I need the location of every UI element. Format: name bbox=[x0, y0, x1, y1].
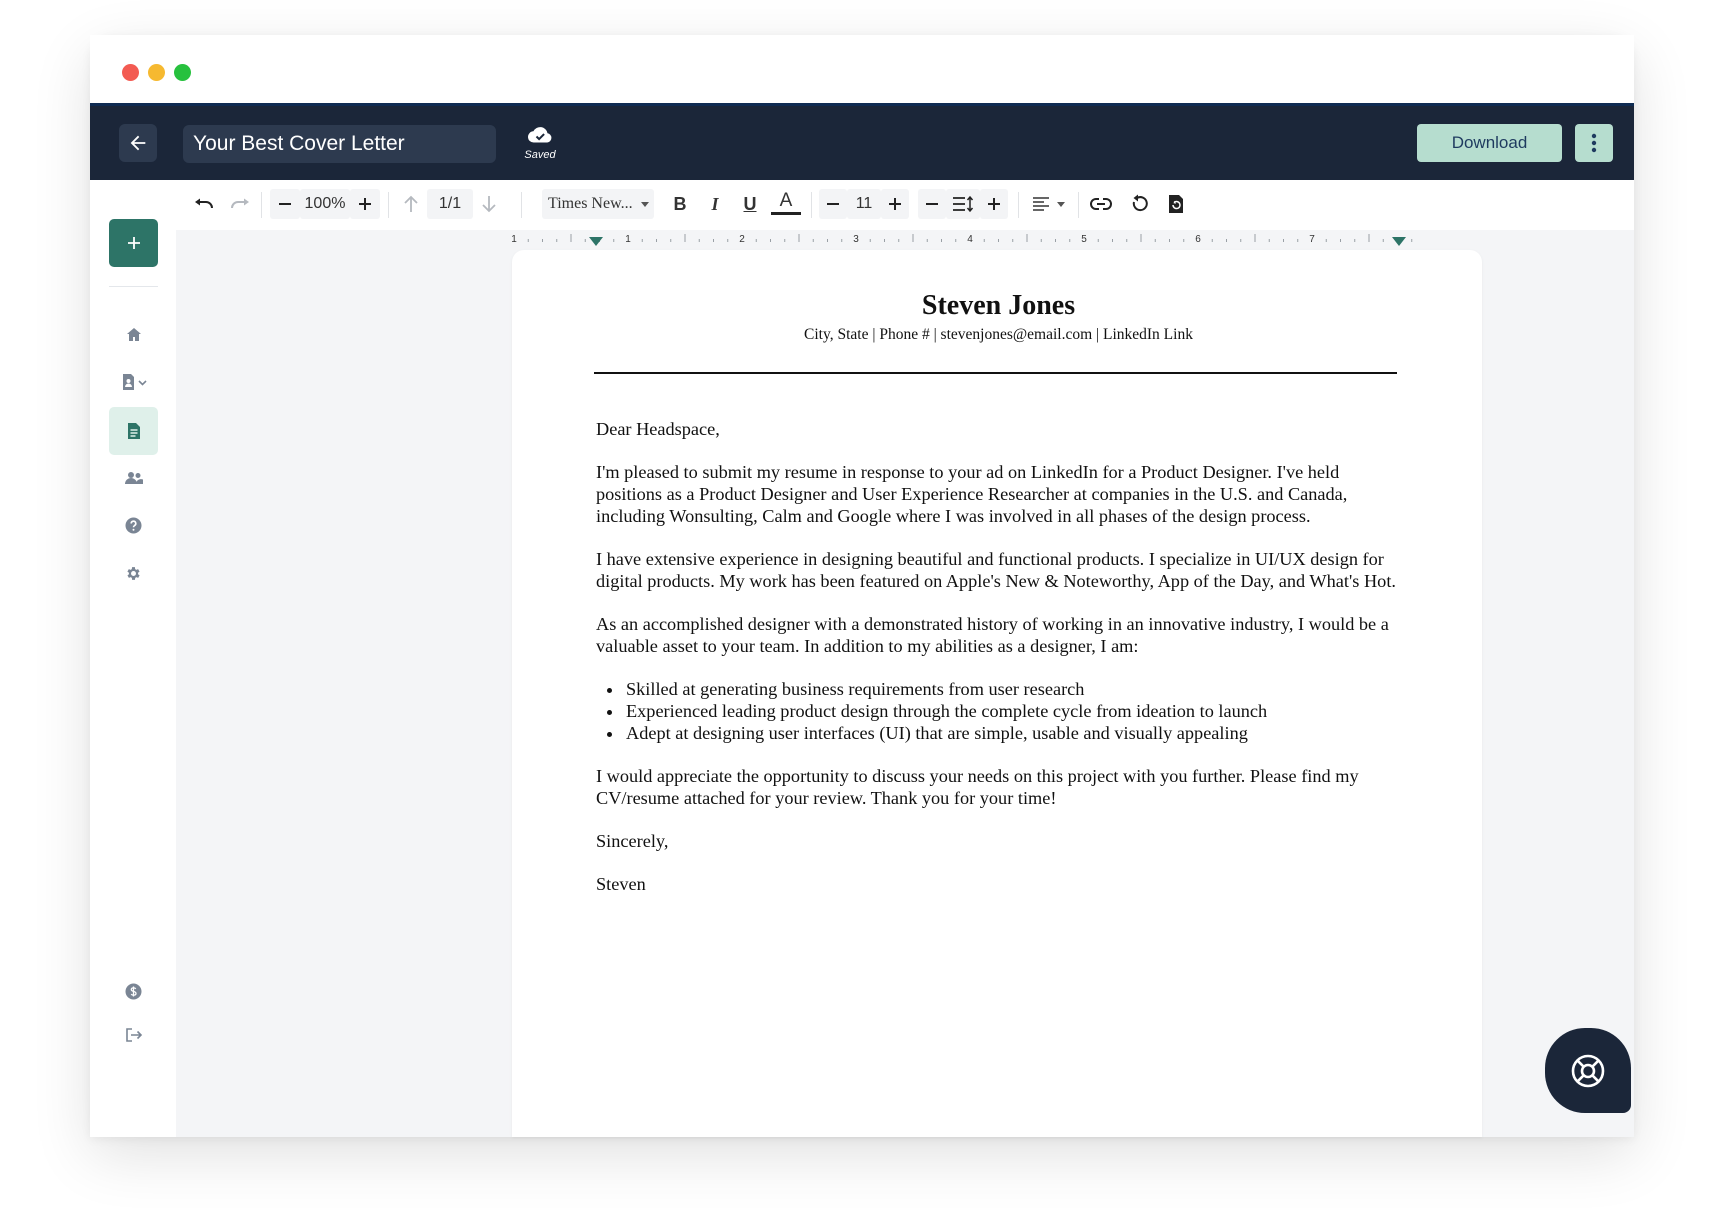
italic-button[interactable]: I bbox=[711, 193, 719, 214]
bold-button[interactable]: B bbox=[673, 193, 687, 214]
font-size-value[interactable]: 11 bbox=[847, 189, 881, 219]
body-paragraph[interactable]: I have extensive experience in designing beautiful and functional products. I specialize in UI/UX design for digital products. My work has been featured on Apple's New & Noteworthy, App of the Day, and What's Hot. bbox=[596, 549, 1396, 591]
page-indicator: 1/1 bbox=[427, 189, 473, 219]
add-new-button[interactable] bbox=[109, 219, 158, 267]
cloud-check-icon bbox=[527, 126, 553, 144]
close-window-button[interactable] bbox=[122, 64, 139, 81]
logout-icon bbox=[125, 1027, 143, 1043]
more-options-button[interactable] bbox=[1575, 124, 1613, 162]
save-status bbox=[510, 126, 570, 161]
ruler-label: 1 bbox=[625, 234, 631, 245]
toolbar-divider bbox=[1018, 192, 1019, 218]
rotate-left-icon bbox=[1130, 194, 1148, 214]
more-vertical-icon bbox=[1591, 133, 1597, 153]
font-family-select[interactable] bbox=[542, 189, 654, 219]
underline-button[interactable]: U bbox=[743, 193, 757, 214]
document-page bbox=[512, 250, 1482, 1137]
document-title-input[interactable] bbox=[183, 125, 496, 163]
list-item[interactable]: • Skilled at generating business requirements from user research bbox=[624, 678, 1401, 700]
lifebuoy-icon bbox=[1570, 1053, 1606, 1089]
header-rule bbox=[594, 372, 1397, 374]
minus-icon bbox=[278, 197, 292, 211]
ruler-label: 6 bbox=[1195, 234, 1201, 245]
link-icon bbox=[1090, 198, 1112, 210]
ruler-label: 7 bbox=[1309, 234, 1315, 245]
cover-letter-icon bbox=[126, 422, 142, 440]
text-align-select[interactable] bbox=[1026, 189, 1070, 219]
plus-icon bbox=[358, 197, 372, 211]
sidebar bbox=[90, 180, 176, 1137]
history-button[interactable] bbox=[1161, 189, 1191, 219]
ruler-label: 1 bbox=[511, 234, 517, 245]
signature[interactable]: Steven bbox=[596, 874, 646, 894]
plus-icon bbox=[127, 236, 141, 250]
previous-page-button[interactable] bbox=[396, 189, 426, 219]
list-item[interactable]: • Experienced leading product design through the complete cycle from ideation to launch bbox=[624, 700, 1401, 722]
ruler-label: 2 bbox=[739, 234, 745, 245]
editor-header bbox=[90, 103, 1634, 180]
minimize-window-button[interactable] bbox=[148, 64, 165, 81]
right-margin-marker[interactable] bbox=[1392, 237, 1406, 246]
back-button[interactable] bbox=[119, 124, 157, 162]
sidebar-item-logout[interactable] bbox=[109, 1011, 158, 1059]
redo-icon bbox=[230, 198, 250, 210]
gear-icon bbox=[125, 565, 142, 582]
sidebar-divider bbox=[109, 286, 158, 287]
toolbar-divider bbox=[1078, 192, 1079, 218]
editor-canvas bbox=[176, 180, 1634, 1137]
caret-down-icon bbox=[641, 202, 649, 207]
users-icon bbox=[124, 471, 144, 485]
download-button[interactable]: Download bbox=[1417, 124, 1562, 162]
arrow-up-icon bbox=[404, 195, 418, 213]
billing-icon bbox=[125, 983, 142, 1000]
plus-icon bbox=[987, 197, 1001, 211]
zoom-level: 100% bbox=[300, 189, 350, 219]
signoff[interactable]: Sincerely, bbox=[596, 831, 669, 851]
next-page-button[interactable] bbox=[474, 189, 504, 219]
ruler-label: 5 bbox=[1081, 234, 1087, 245]
horizontal-ruler bbox=[512, 232, 1482, 248]
greeting[interactable]: Dear Headspace, bbox=[596, 419, 720, 439]
toolbar-divider bbox=[261, 192, 262, 218]
sidebar-item-resumes[interactable] bbox=[109, 358, 158, 406]
minus-icon bbox=[826, 197, 840, 211]
redo-button[interactable] bbox=[226, 189, 254, 219]
sidebar-item-cover-letters[interactable] bbox=[109, 407, 158, 455]
maximize-window-button[interactable] bbox=[174, 64, 191, 81]
skills-list bbox=[596, 678, 1401, 744]
caret-down-icon bbox=[1057, 202, 1065, 207]
plus-icon bbox=[888, 197, 902, 211]
help-icon bbox=[125, 517, 142, 534]
contact-line[interactable]: City, State | Phone # | stevenjones@email.com | LinkedIn Link bbox=[804, 326, 1193, 343]
ruler-label: 4 bbox=[967, 234, 973, 245]
toolbar-divider bbox=[521, 192, 522, 218]
line-spacing-button[interactable] bbox=[946, 189, 980, 219]
toolbar-divider bbox=[811, 192, 812, 218]
formatting-toolbar bbox=[176, 180, 1634, 230]
toolbar-divider bbox=[388, 192, 389, 218]
window-titlebar bbox=[90, 35, 1634, 103]
left-margin-marker[interactable] bbox=[589, 237, 603, 246]
decrease-line-spacing-button[interactable] bbox=[918, 189, 946, 219]
sidebar-item-settings[interactable] bbox=[109, 549, 158, 597]
ruler-label: 3 bbox=[853, 234, 859, 245]
arrow-down-icon bbox=[482, 195, 496, 213]
font-color-button[interactable]: A bbox=[771, 189, 801, 215]
arrow-left-icon bbox=[127, 132, 149, 154]
sidebar-item-users[interactable] bbox=[109, 454, 158, 502]
body-paragraph[interactable]: As an accomplished designer with a demonstrated history of working in an innovative industry, I would be a valuable asset to your team. In addition to my abilities as a designer, I am: bbox=[596, 614, 1389, 656]
zoom-in-button[interactable] bbox=[350, 189, 380, 219]
sidebar-item-help[interactable] bbox=[109, 501, 158, 549]
reset-button[interactable] bbox=[1124, 189, 1154, 219]
closing-paragraph[interactable]: I would appreciate the opportunity to discuss your needs on this project with you further. Please find my CV/resume attached for your review. Thank you for your time! bbox=[596, 766, 1359, 808]
sidebar-item-billing[interactable] bbox=[109, 967, 158, 1015]
zoom-out-button[interactable] bbox=[270, 189, 300, 219]
resume-dropdown-icon bbox=[120, 373, 148, 391]
undo-icon bbox=[194, 198, 214, 210]
line-spacing-icon bbox=[952, 196, 974, 212]
decrease-font-size-button[interactable] bbox=[819, 189, 847, 219]
insert-link-button[interactable] bbox=[1086, 189, 1116, 219]
support-chat-button[interactable] bbox=[1545, 1028, 1631, 1113]
list-item[interactable]: • Adept at designing user interfaces (UI) that are simple, usable and visually appealing bbox=[624, 722, 1401, 744]
undo-button[interactable] bbox=[190, 189, 218, 219]
cover-letter-content bbox=[596, 290, 1401, 895]
applicant-name[interactable]: Steven Jones bbox=[921, 290, 1076, 321]
minus-icon bbox=[925, 197, 939, 211]
increase-font-size-button[interactable] bbox=[881, 189, 909, 219]
saved-label: Saved bbox=[524, 149, 556, 161]
home-icon bbox=[126, 327, 142, 342]
align-left-icon bbox=[1032, 197, 1050, 211]
sidebar-item-home[interactable] bbox=[109, 310, 158, 358]
app-window bbox=[90, 35, 1634, 1137]
increase-line-spacing-button[interactable] bbox=[980, 189, 1008, 219]
document-history-icon bbox=[1167, 194, 1185, 214]
font-family-value: Times New... bbox=[548, 195, 633, 212]
body-paragraph[interactable]: I'm pleased to submit my resume in response to your ad on LinkedIn for a Product Designer. I've held positions as a Product Designer and User Experience Researcher at companies in the U.S. and Canada, including Wonsulting, Calm and Google where I was involved in all phases of the design process. bbox=[596, 462, 1348, 526]
